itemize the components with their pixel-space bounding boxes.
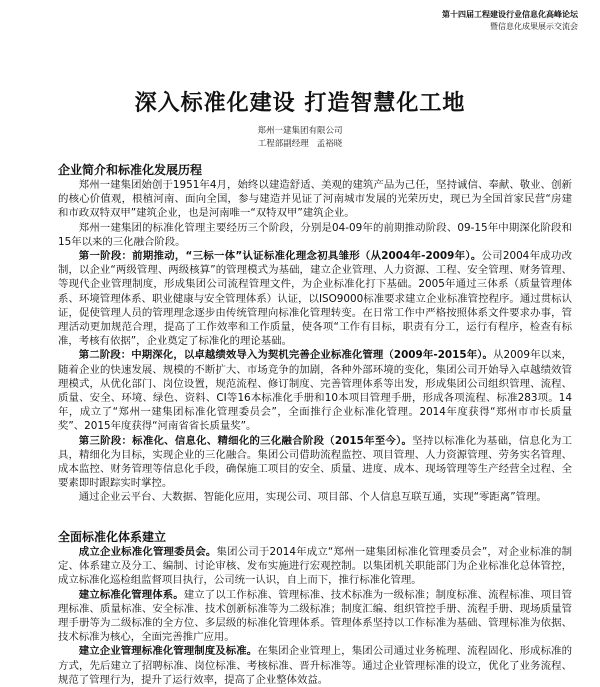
byline (0, 125, 600, 151)
section-standardization-system (58, 529, 572, 687)
paragraph (58, 221, 572, 249)
author-name: 工程部副经理 孟裕晓 (257, 139, 343, 149)
section-company-intro (58, 162, 572, 505)
paragraph (58, 178, 572, 221)
section-heading: 企业简介和标准化发展历程 (58, 163, 203, 177)
paragraph-text: 郑州一建集团的标准化管理主要经历三个阶段，分别是04-09年的前期推动阶段、09-15年中期深化阶段和15年以来的三化融合阶段。 (58, 221, 572, 248)
paragraph-lead: 第三阶段：标准化、信息化、精细化的三化融合阶段（2015年至今）。 (78, 434, 413, 447)
paragraph-lead: 成立企业标准化管理委员会。 (78, 546, 217, 558)
paragraph (58, 545, 572, 588)
paragraph-text: 郑州一建集团始创于1951年4月，始终以建造舒适、美观的建筑产品为己任，坚持诚信、奉献、敬业、创新的核心价值观，根植河南、面向全国，参与建造并见证了河南城市发展的光荣历史，现已为全国首家民营“房建和市政双特双甲”建筑企业，也是河南唯一“双特双甲”建筑企业。 (58, 179, 572, 220)
paragraph-lead: 建立标准化管理体系。 (78, 588, 184, 601)
paragraph (58, 434, 572, 491)
paragraph-lead: 第二阶段：中期深化，以卓越绩效导入为契机完善企业标准化管理（2009年-2015年）。 (78, 349, 494, 362)
paragraph-text: 通过企业云平台、大数据、智能化应用，实现公司、项目部、个人信息互联互通，实现“零距离”管理。 (78, 491, 547, 504)
author-company: 郑州一建集团有限公司 (257, 126, 343, 136)
paragraph-lead: 建立企业管理标准化管理制度及标准。 (78, 645, 258, 658)
paragraph-lead: 第一阶段：前期推动，“三标一体”认证标准化理念初具雏形（从2004年-2009年）。 (78, 250, 482, 263)
paragraph (58, 588, 572, 645)
article-title: 深入标准化建设 打造智慧化工地 (134, 91, 466, 116)
paragraph-text: 从2009年以来，随着企业的快速发展、规模的不断扩大、市场竞争的加剧，各种外部环境的变化，集团公司开始导入卓越绩效管理模式，从优化部门、岗位设置，规范流程、修订制度、完善管理体系等出发，形成集团公司组织管理、流程、质量、安全、环境、绿色、资料、CI等16本标准化手册和10本项目管理手册，形成各项流程、标准283项。14年，成立了“郑州一建集团标准化管理委员会”，全面推行企业标准化管理。2014年度获得“郑州市市长质量奖”、2015年度获得“河南省省长质量奖”。 (58, 349, 572, 433)
paragraph (58, 348, 572, 433)
paragraph (58, 249, 572, 348)
paragraph-text: 建立了以工作标准、管理标准、技术标准为一级标准；制度标准、流程标准、项目管理标准、质量标准、安全标准、技术创新标准等为二级标准；制度汇编、组织管控手册、流程手册、现场质量管理手册等为二级标准的全方位、多层级的标准化管理体系。管理体系坚持以工作标准为基础、管理标准为依据、技术标准为核心，全面完善推广应用。 (58, 588, 573, 644)
paragraph-text: 坚持以标准化为基础，信息化为工具，精细化为目标，实现企业的三化融合。集团公司借助流程监控、项目管理、人力资源管理、劳务实名管理、成本监控、财务管理等信息化手段，确保施工项目的安全、质量、进度、成本、现场管理等生产经营全过程、全要素即时跟踪实时掌控。 (58, 434, 573, 490)
header-line-2: 暨信息化成果展示交流会 (490, 22, 578, 31)
paragraph-text: 在集团企业管理上，集团公司通过业务梳理、流程固化、形成标准的方式，先后建立了招聘标准、岗位标准、考核标准、晋升标准等。通过企业管理标准的设立，优化了业务流程、规范了管理行为，提升了运行效率，提高了企业整体效益。 (58, 645, 573, 686)
paragraph (58, 490, 572, 504)
section-heading: 全面标准化体系建立 (58, 530, 167, 544)
running-header (442, 9, 578, 33)
paragraph-text: 公司2004年成功改制，以企业“两级管理、两级核算”的管理模式为基础，建立企业管理、人力资源、工程、安全管理、财务管理、等现代企业管理制度，形成集团公司流程管理文件，为企业标准化打下基础。2005年通过三体系（质量管理体系、环境管理体系、职业健康与安全管理体系）认证，以ISO9000标准要求建立企业标准管控程序。通过贯标认证，促使管理人员的管理理念逐步由传统管理向标准化管理转变。在日常工作中严格按照体系文件要求办事，管理活动更加规范合理，提高了工作效率和工作质量，使各项“工作有目标，职责有分工，运行有程序，检查有标准，考核有依据”，企业奠定了标准化的理论基础。 (58, 250, 572, 348)
paragraph-text: 集团公司于2014年成立“郑州一建集团标准化管理委员会”，对企业标准的制定、体系建立及分工、编制、讨论审核、发布实施进行宏观控制。以集团机关职能部门为企业标准化总体管控，成立标准化巡检组监督项目执行，公司统一认识，自上而下，推行标准化管理。 (58, 546, 572, 587)
header-line-1: 第十四届工程建设行业信息化高峰论坛 (442, 10, 578, 19)
